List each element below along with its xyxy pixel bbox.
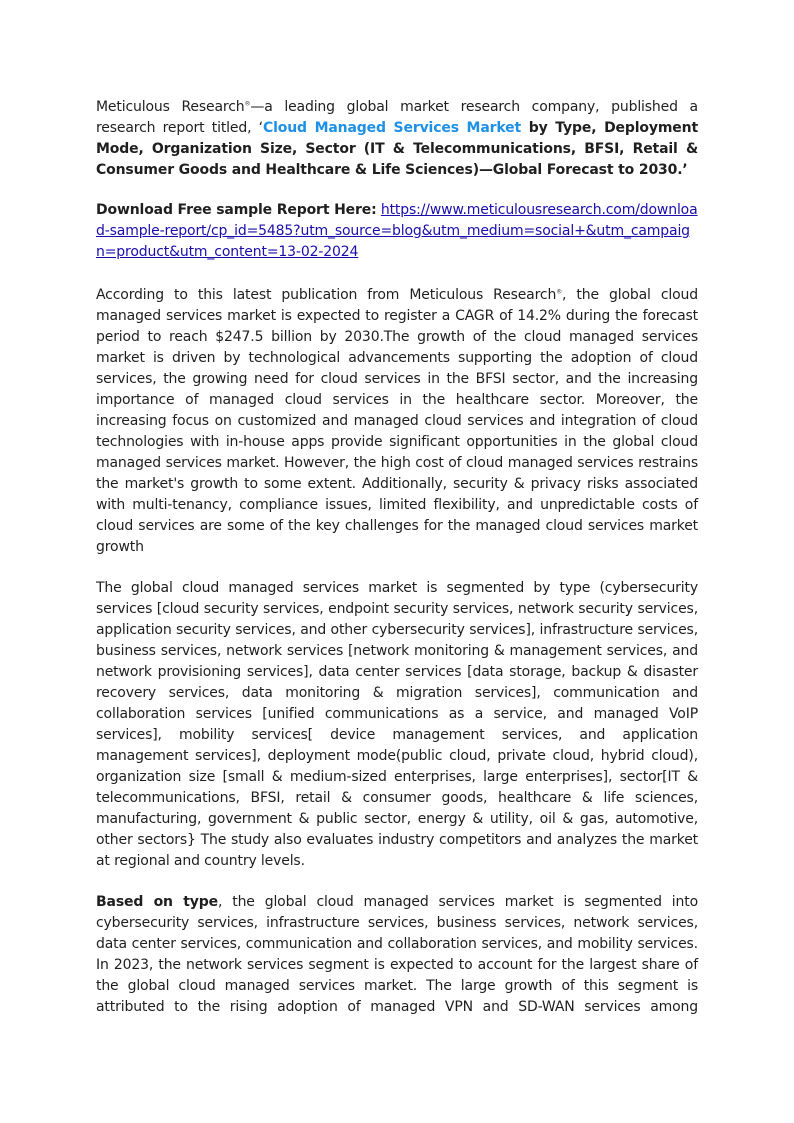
intro-paragraph bbox=[96, 97, 698, 181]
market-overview-paragraph bbox=[96, 285, 698, 558]
overview-body: , the global cloud managed services market is expected to register a CAGR of 14.2% during the forecast period to reach $247.5 billion by 2030.The growth of the cloud managed services market is driven by technological advancements supporting the adoption of cloud services, the growing need for cloud services in the BFSI sector, and the increasing importance of managed cloud services in the healthcare sector. Moreover, the increasing focus on customized and managed cloud services and integration of cloud technologies with in-house apps provide significant opportunities in the global cloud managed services market. However, the high cost of cloud managed services restrains the market's growth to some extent. Additionally, security & privacy risks associated with multi-tenancy, compliance issues, limited flexibility, and unpredictable costs of cloud services are some of the key challenges for the managed cloud services market growth bbox=[96, 287, 699, 555]
type-segment-paragraph bbox=[96, 892, 698, 1018]
segmentation-paragraph: The global cloud managed services market is segmented by type (cybersecurity services [cloud security services, endpoint security services, network security services, application security services, and other cybersecurity services], infrastructure services, business services, network services [network monitoring & management services, and network provisioning services], data center services [data storage, backup & disaster recovery services, data monitoring & migration services], communication and collaboration services [unified communications as a service, and managed VoIP services], mobility services[ device management services, and application management services], deployment mode(public cloud, private cloud, hybrid cloud), organization size [small & medium-sized enterprises, large enterprises], sector[IT & telecommunications, BFSI, retail & consumer goods, healthcare & life sciences, manufacturing, government & public sector, energy & utility, oil & gas, automotive, other sectors} The study also evaluates industry competitors and analyzes the market at regional and country levels. bbox=[96, 580, 698, 869]
registered-mark: ® bbox=[556, 288, 563, 296]
registered-mark: ® bbox=[244, 100, 251, 108]
report-title-rest: by Type, Deployment Mode, Organization Size, Sector (IT & Telecommunications, BFSI, Retail & Consumer Goods and Healthcare & Life Sciences)—Global Forecast to 2030.’ bbox=[96, 120, 698, 178]
intro-text: —a leading global market research company, published a research report titled, ‘ bbox=[96, 99, 698, 136]
report-title-link[interactable]: Cloud Managed Services Market bbox=[262, 120, 522, 136]
type-segment-text: , the global cloud managed services market is segmented into cybersecurity services, infrastructure services, business services, network services, data center services, communication and collaboration services, and mobility services. In 2023, the network services segment is expected to account for the largest share of the global cloud managed services market. The large growth of this segment is attributed to the rising adoption of managed VPN and SD-WAN services among bbox=[96, 894, 698, 1015]
download-label: Download Free sample Report Here: bbox=[96, 202, 377, 218]
download-sample-link[interactable]: https://www.meticulousresearch.com/download-sample-report/cp_id=5485?utm_source=blog&utm_medium=social+&utm_campaign=product&utm_content=13-02-2024 bbox=[96, 202, 698, 260]
overview-lead: According to this latest publication from Meticulous Research bbox=[96, 287, 557, 303]
intro-company: Meticulous Research bbox=[96, 99, 245, 115]
download-paragraph bbox=[96, 200, 698, 263]
type-segment-heading: Based on type bbox=[96, 894, 218, 910]
